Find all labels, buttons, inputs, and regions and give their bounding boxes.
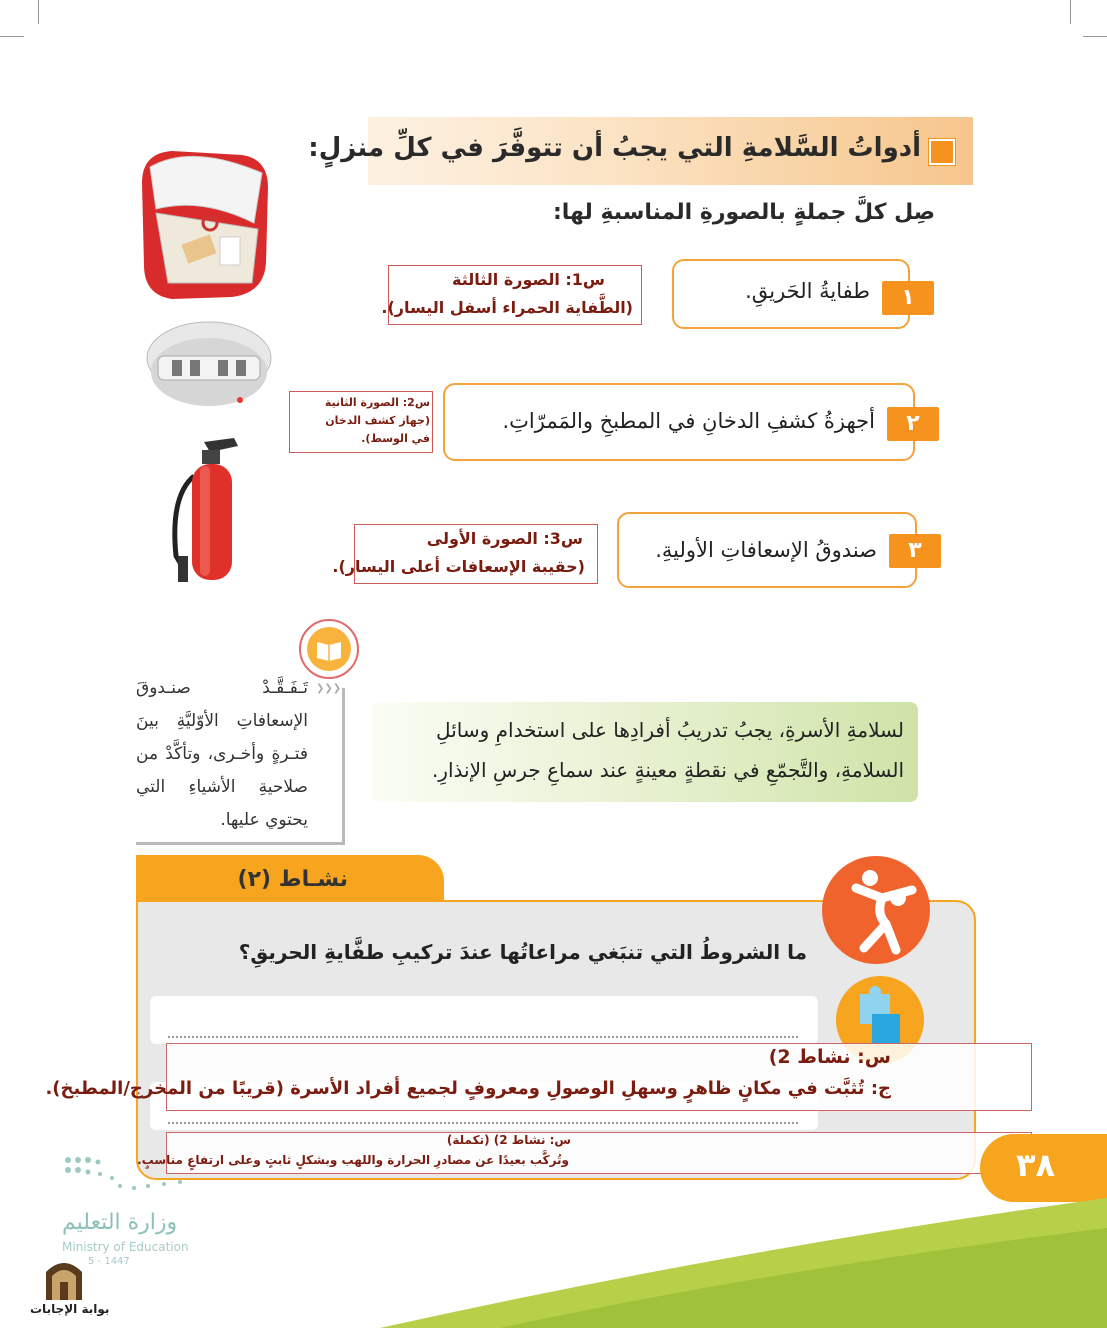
page-number: ٣٨ [1016,1146,1056,1184]
item-text: أجهزةُ كشفِ الدخانِ في المطبخِ والمَمرّاتِ. [502,409,875,433]
activity-answer-box [45,1043,1032,1111]
safety-note-text: لسلامةِ الأسرةِ، يجبُ تدريبُ أفرادِها على استخدامِ وسائلِ السلامةِ، والتَّجمّعِ في نقطةٍ معينةٍ عند سماعِ جرسِ الإنذارِ. [431,718,904,782]
ministry-arabic-name: وزارة التعليم [62,1210,178,1235]
book-icon [298,618,360,680]
activity-person-icon [816,854,934,966]
first-aid-kit-icon [132,143,276,303]
answer-2 [289,391,433,453]
activity-label: نشـاط (٢) [237,867,348,892]
item-text: صندوقُ الإسعافاتِ الأوليةِ. [655,538,877,562]
activity-answer-text: ج: تُثبَّت في مكانٍ ظاهرٍ وسهلِ الوصولِ ومعروفٍ لجميع أفراد الأسرة (قريبًا من المخرج/المطبخ). [45,1078,891,1099]
answer-label: س1: الصورة الثالثة [452,270,605,289]
page-title: أدواتُ السَّلامةِ التي يجبُ أن تتوفَّرَ في كلِّ منزلٍ: [308,133,921,163]
instruction: صِل كلَّ جملةٍ بالصورةِ المناسبةِ لها: [552,200,935,225]
activity-question: ما الشروطُ التي تنبَغي مراعاتُها عندَ تركيبِ طفَّايةِ الحريقِ؟ [238,940,807,964]
bullet-square-icon [929,139,955,165]
smoke-detector-icon [144,318,274,414]
decorative-swoosh [380,1188,1107,1328]
activity-answer-label: س: نشاط 2) (تكملة) [446,1133,571,1147]
item-1 [672,259,915,329]
item-3 [617,512,922,588]
answer-text: (الطَّفاية الحمراء أسفل اليسار). [381,298,633,317]
item-2 [443,383,920,461]
dotted-line [168,1122,798,1124]
answer-label: س3: الصورة الأولى [426,529,583,548]
activity-answer-text: وتُركَّب بعيدًا عن مصادرِ الحرارة واللهب وبشكلٍ ثابتٍ وعلى ارتفاعٍ مناسبٍ. [137,1153,569,1167]
activity-answer-box-2 [137,1132,1032,1174]
answer-text: (حقيبة الإسعافات أعلى اليسار). [332,557,585,576]
fire-extinguisher-icon [164,436,258,586]
tip-text: تَـفَـقَّـدْ صنـدوقَ الإسعافاتِ الأوّليَّةِ بينَ فتـرةٍ وأخـرى، وتأكَّدْ من صلاحيةِ الأشياءِ التي يحتوي عليها. [136,678,308,830]
item-number: ٢ [887,407,939,441]
quote-icon: ❯❯❯ [316,683,342,694]
answer-1 [381,265,642,325]
item-text: طفايةُ الحَريقِ. [745,279,870,303]
activity-answer-label: س: نشاط 2) [768,1046,891,1068]
title-bar [308,117,973,185]
answer-3 [332,524,598,584]
ministry-english-name: Ministry of Education [62,1240,189,1254]
ministry-year: 5 - 1447 [88,1256,130,1267]
answer-text: (جهاز كشف الدخان في الوسط). [325,414,430,445]
item-number: ١ [882,281,934,315]
safety-note [372,702,918,802]
dotted-line [168,1036,798,1038]
watermark-logo-icon [42,1254,86,1302]
watermark-text: بوابة الإجابات [30,1302,110,1316]
item-number: ٣ [889,534,941,568]
ministry-dots-icon [60,1152,200,1200]
answer-label: س2: الصورة الثانية [324,396,430,409]
